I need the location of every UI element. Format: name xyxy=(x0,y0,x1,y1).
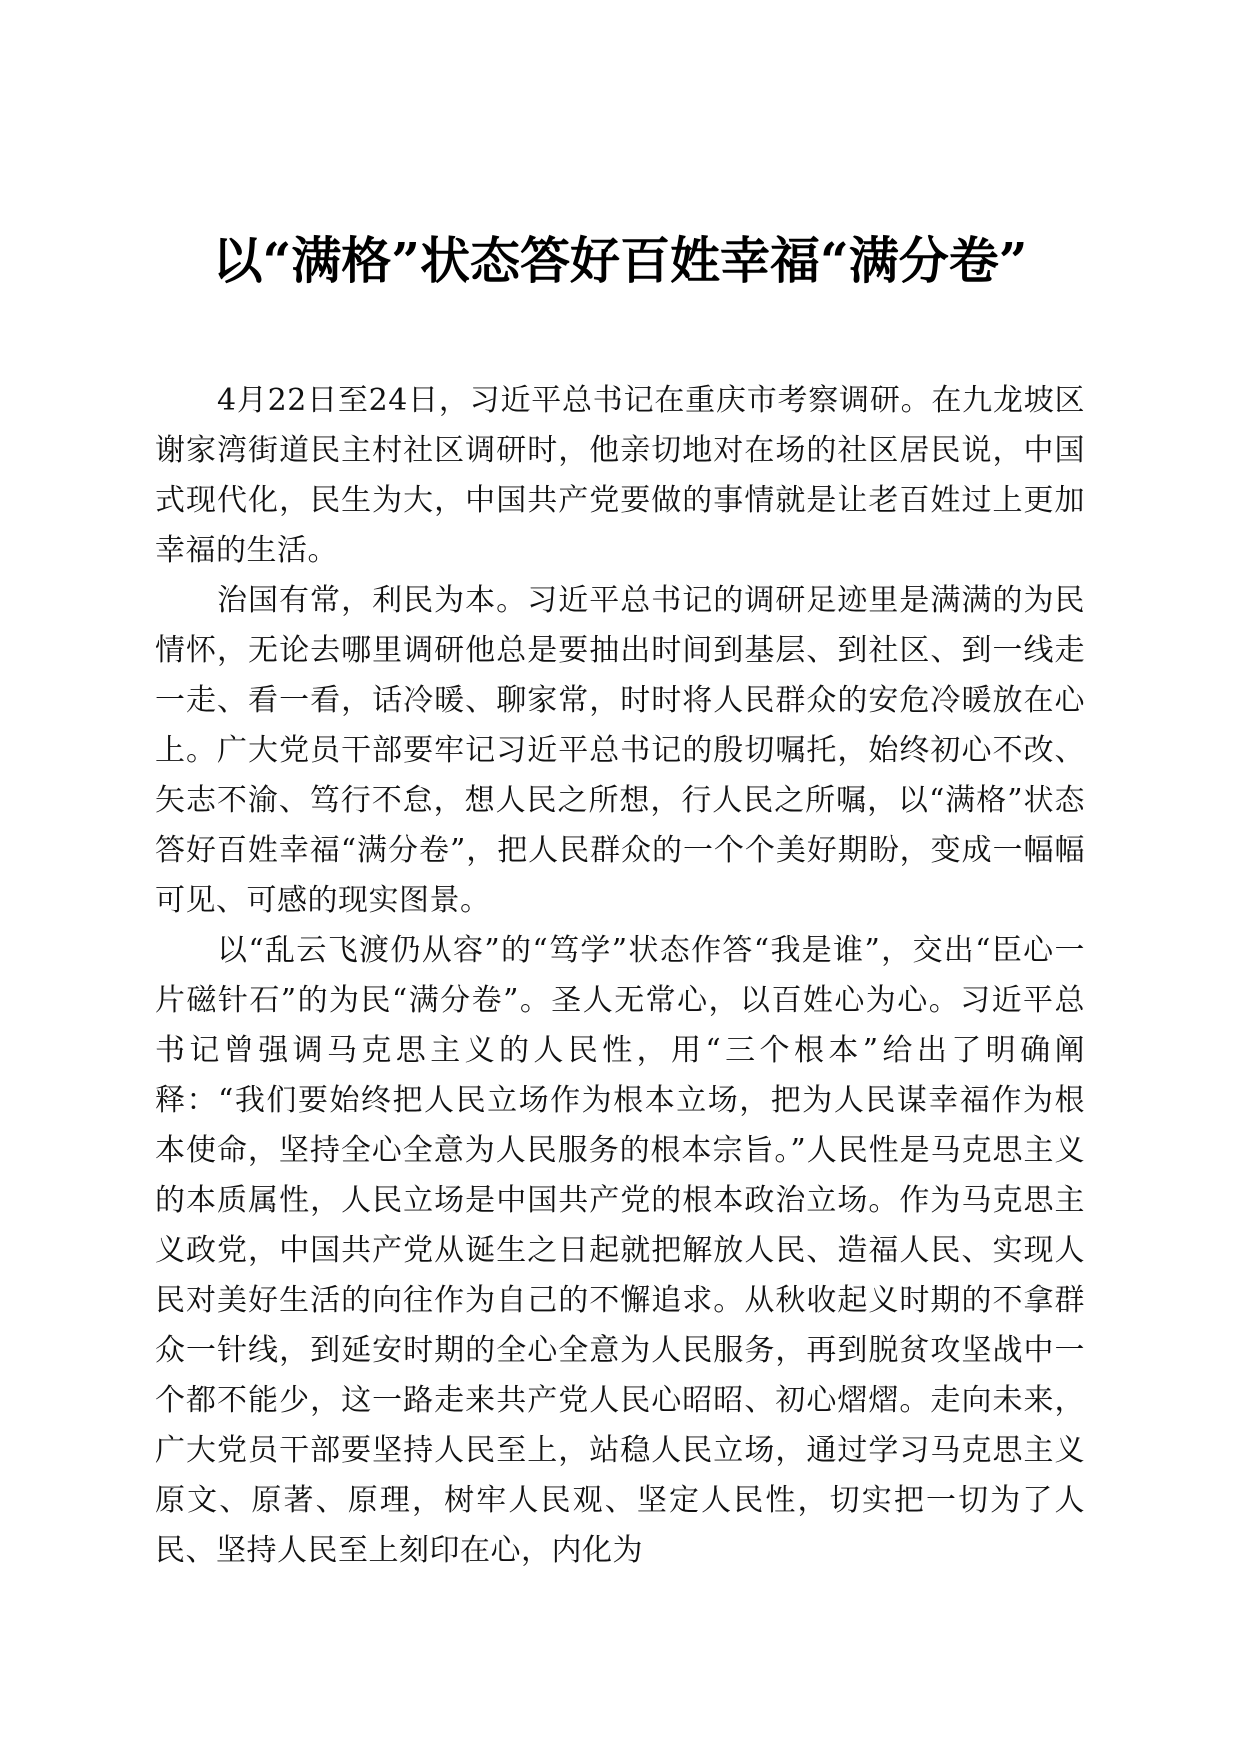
paragraph-3: 以“乱云飞渡仍从容”的“笃学”状态作答“我是谁”，交出“臣心一片磁针石”的为民“满分卷”。圣人无常心，以百姓心为心。习近平总书记曾强调马克思主义的人民性，用“三个根本”给出了明确阐释：“我们要始终把人民立场作为根本立场，把为人民谋幸福作为根本使命，坚持全心全意为人民服务的根本宗旨。”人民性是马克思主义的本质属性，人民立场是中国共产党的根本政治立场。作为马克思主义政党，中国共产党从诞生之日起就把解放人民、造福人民、实现人民对美好生活的向往作为自己的不懈追求。从秋收起义时期的不拿群众一针线，到延安时期的全心全意为人民服务，再到脱贫攻坚战中一个都不能少，这一路走来共产党人民心昭昭、初心熠熠。走向未来，广大党员干部要坚持人民至上，站稳人民立场，通过学习马克思主义原文、原著、原理，树牢人民观、坚定人民性，切实把一切为了人民、坚持人民至上刻印在心，内化为 xyxy=(155,933,1085,1568)
paragraph-1: 4月22日至24日，习近平总书记在重庆市考察调研。在九龙坡区谢家湾街道民主村社区调研时，他亲切地对在场的社区居民说，中国式现代化，民生为大，中国共产党要做的事情就是让老百姓过上更加幸福的生活。 xyxy=(155,383,1085,568)
document-body xyxy=(155,376,1085,1576)
document-title: 以“满格”状态答好百姓幸福“满分卷” xyxy=(212,231,1028,290)
paragraph-2: 治国有常，利民为本。习近平总书记的调研足迹里是满满的为民情怀，无论去哪里调研他总是要抽出时间到基层、到社区、到一线走一走、看一看，话冷暖、聊家常，时时将人民群众的安危冷暖放在心上。广大党员干部要牢记习近平总书记的殷切嘱托，始终初心不改、矢志不渝、笃行不怠，想人民之所想，行人民之所嘱，以“满格”状态答好百姓幸福“满分卷”，把人民群众的一个个美好期盼，变成一幅幅可见、可感的现实图景。 xyxy=(155,583,1085,918)
